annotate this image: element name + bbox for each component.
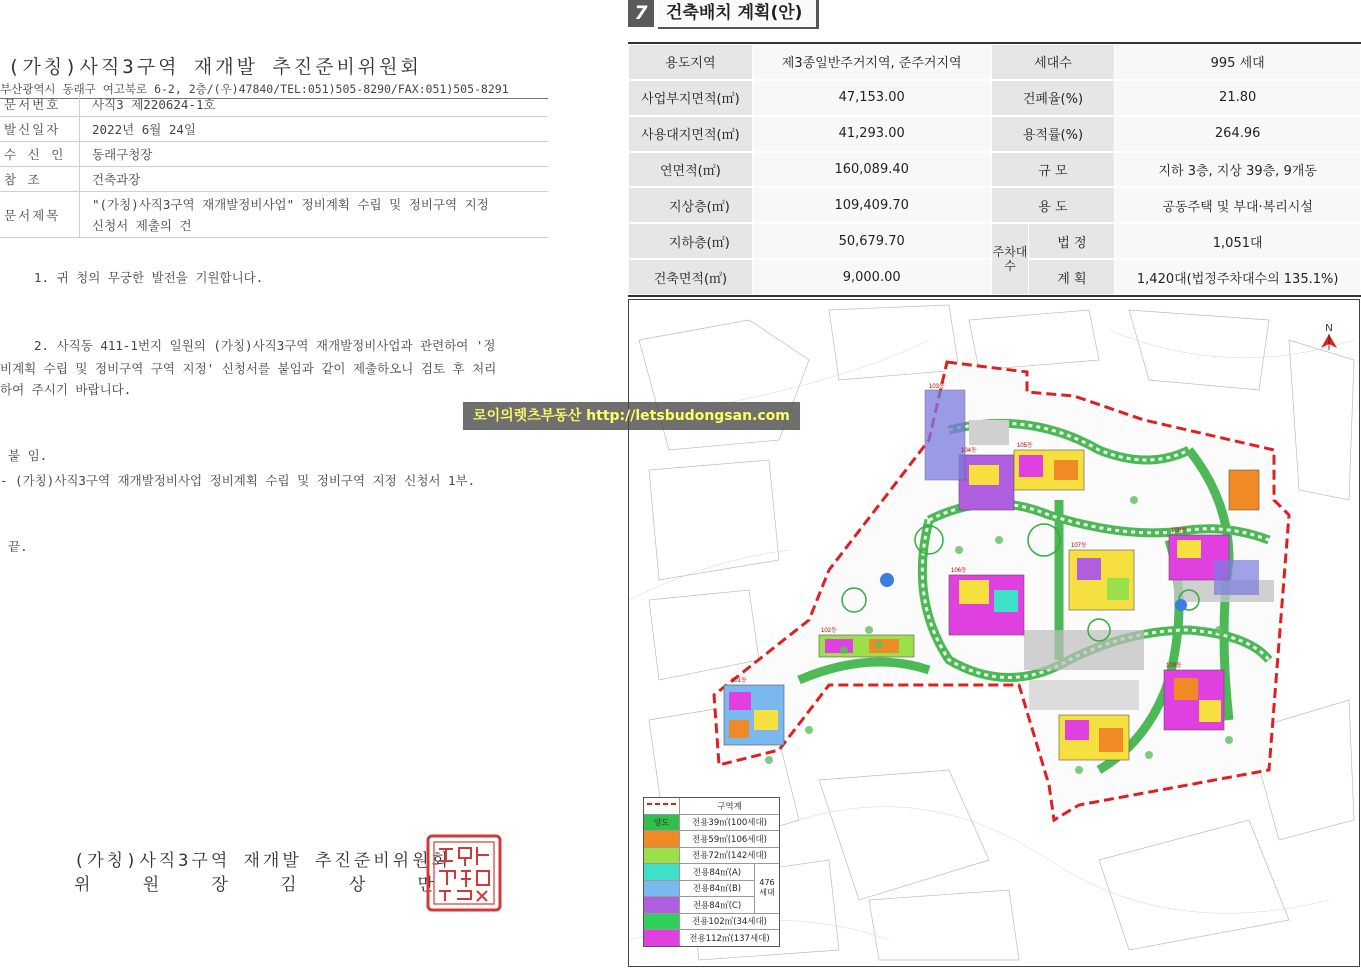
legend-row: 전용112㎡(137세대) bbox=[644, 929, 779, 946]
building-label: 105동 bbox=[1017, 443, 1033, 449]
legend-group-label: 476 세대 bbox=[754, 864, 779, 913]
legend-row: 전용84㎡(B) bbox=[644, 880, 754, 897]
meta-row-recipient: 수 신 인 동래구청장 bbox=[0, 142, 548, 167]
subject-line-2: 신청서 제출의 건 bbox=[92, 218, 192, 233]
table-bottom-rule bbox=[628, 295, 1361, 297]
spec-row: 지하층(㎡) 50,679.70 주차대수 법 정 1,051대 bbox=[629, 223, 1361, 259]
letter-org-header: (가칭)사직3구역 재개발 추진준비위원회 bbox=[8, 56, 422, 78]
legend-group-84 bbox=[644, 863, 779, 913]
building-label: 104동 bbox=[961, 448, 977, 454]
paragraph-2-line-2: 비계획 수립 및 정비구역 구역 지정' 신청서를 붙임과 같이 제출하오니 검토 후 처리 bbox=[0, 361, 497, 376]
north-label: N bbox=[1325, 323, 1333, 334]
building-spec-table bbox=[628, 44, 1361, 296]
paragraph-2-line-1: 2. 사직동 411-1번지 일원의 (가칭)사직3구역 재개발정비사업과 관련하여 '정 bbox=[34, 338, 496, 353]
north-arrow-icon bbox=[1321, 334, 1337, 350]
legend-row: 전용84㎡(A) bbox=[644, 864, 754, 880]
legend-row: 전용102㎡(34세대) bbox=[644, 913, 779, 930]
section-title: 건축배치 계획(안) bbox=[658, 0, 819, 29]
building-label: 102동 bbox=[821, 628, 837, 634]
spec-row: 사업부지면적(㎡) 47,153.00 건폐율(%) 21.80 bbox=[629, 80, 1361, 116]
unit-type-legend bbox=[643, 797, 780, 947]
building-label: 107동 bbox=[1071, 543, 1087, 549]
spec-row: 용도지역 제3종일반주거지역, 준주거지역 세대수 995 세대 bbox=[629, 45, 1361, 80]
spec-row: 지상층(㎡) 109,409.70 용 도 공동주택 및 부대·복리시설 bbox=[629, 187, 1361, 223]
legend-row: 전용84㎡(C) bbox=[644, 896, 754, 913]
meta-row-doc-number: 문서번호 사직3 제220624-1호 bbox=[0, 92, 548, 117]
spec-row: 건축면적(㎡) 9,000.00 계 획 1,420대(법정주차대수의 135.1%) bbox=[629, 259, 1361, 295]
paragraph-2-line-3: 하여 주시기 바랍니다. bbox=[0, 382, 132, 397]
building-label: 101동 bbox=[731, 678, 747, 684]
letter-meta-table bbox=[0, 92, 548, 238]
attachment-item: - (가칭)사직3구역 재개발정비사업 정비계획 수립 및 정비구역 지정 신청서 1부. bbox=[0, 473, 476, 488]
building-label: 106동 bbox=[951, 568, 967, 574]
section-number: 7 bbox=[628, 0, 654, 27]
subject-line-1: "(가칭)사직3구역 재개발정비사업" 정비계획 수립 및 정비구역 지정 bbox=[92, 197, 489, 212]
building-label: 103동 bbox=[929, 384, 945, 390]
legend-row: 전용72㎡(142세대) bbox=[644, 847, 779, 864]
official-seal-stamp bbox=[425, 833, 503, 913]
legend-row: 전용59㎡(106세대) bbox=[644, 830, 779, 847]
official-letter bbox=[0, 0, 560, 968]
legend-row: 구역계 bbox=[644, 798, 779, 814]
signature-title: 위 원 장 김 상 만 bbox=[74, 875, 434, 895]
paragraph-1: 1. 귀 청의 무궁한 발전을 기원합니다. bbox=[34, 270, 264, 285]
legend-row: 양도 전용39㎡(100세대) bbox=[644, 814, 779, 831]
watermark-banner: 로이의렛츠부동산 http://letsbudongsan.com bbox=[463, 402, 800, 430]
meta-row-send-date: 발신일자 2022년 6월 24일 bbox=[0, 117, 548, 142]
building-label: 108동 bbox=[1171, 528, 1187, 534]
end-mark: 끝. bbox=[8, 539, 28, 554]
parking-label: 주차대수 bbox=[991, 223, 1029, 295]
meta-row-subject: 문서제목 "(가칭)사직3구역 재개발정비사업" 정비계획 수립 및 정비구역 지정 신청서 제출의 건 bbox=[0, 192, 548, 238]
letter-address: 부산광역시 동래구 여고북로 6-2, 2층/(우)47840/TEL:051)505-8290/FAX:051)505-8291 bbox=[0, 81, 548, 99]
signature-org: (가칭)사직3구역 재개발 추진준비위원회 bbox=[74, 851, 451, 871]
meta-row-reference: 참 조 건축과장 bbox=[0, 167, 548, 192]
boundary-swatch bbox=[644, 798, 680, 814]
spec-row: 연면적(㎡) 160,089.40 규 모 지하 3층, 지상 39층, 9개동 bbox=[629, 152, 1361, 188]
attachment-label: 붙 임. bbox=[8, 448, 48, 463]
building-label: 109동 bbox=[1166, 663, 1182, 669]
spec-row: 사용대지면적(㎡) 41,293.00 용적률(%) 264.96 bbox=[629, 116, 1361, 152]
